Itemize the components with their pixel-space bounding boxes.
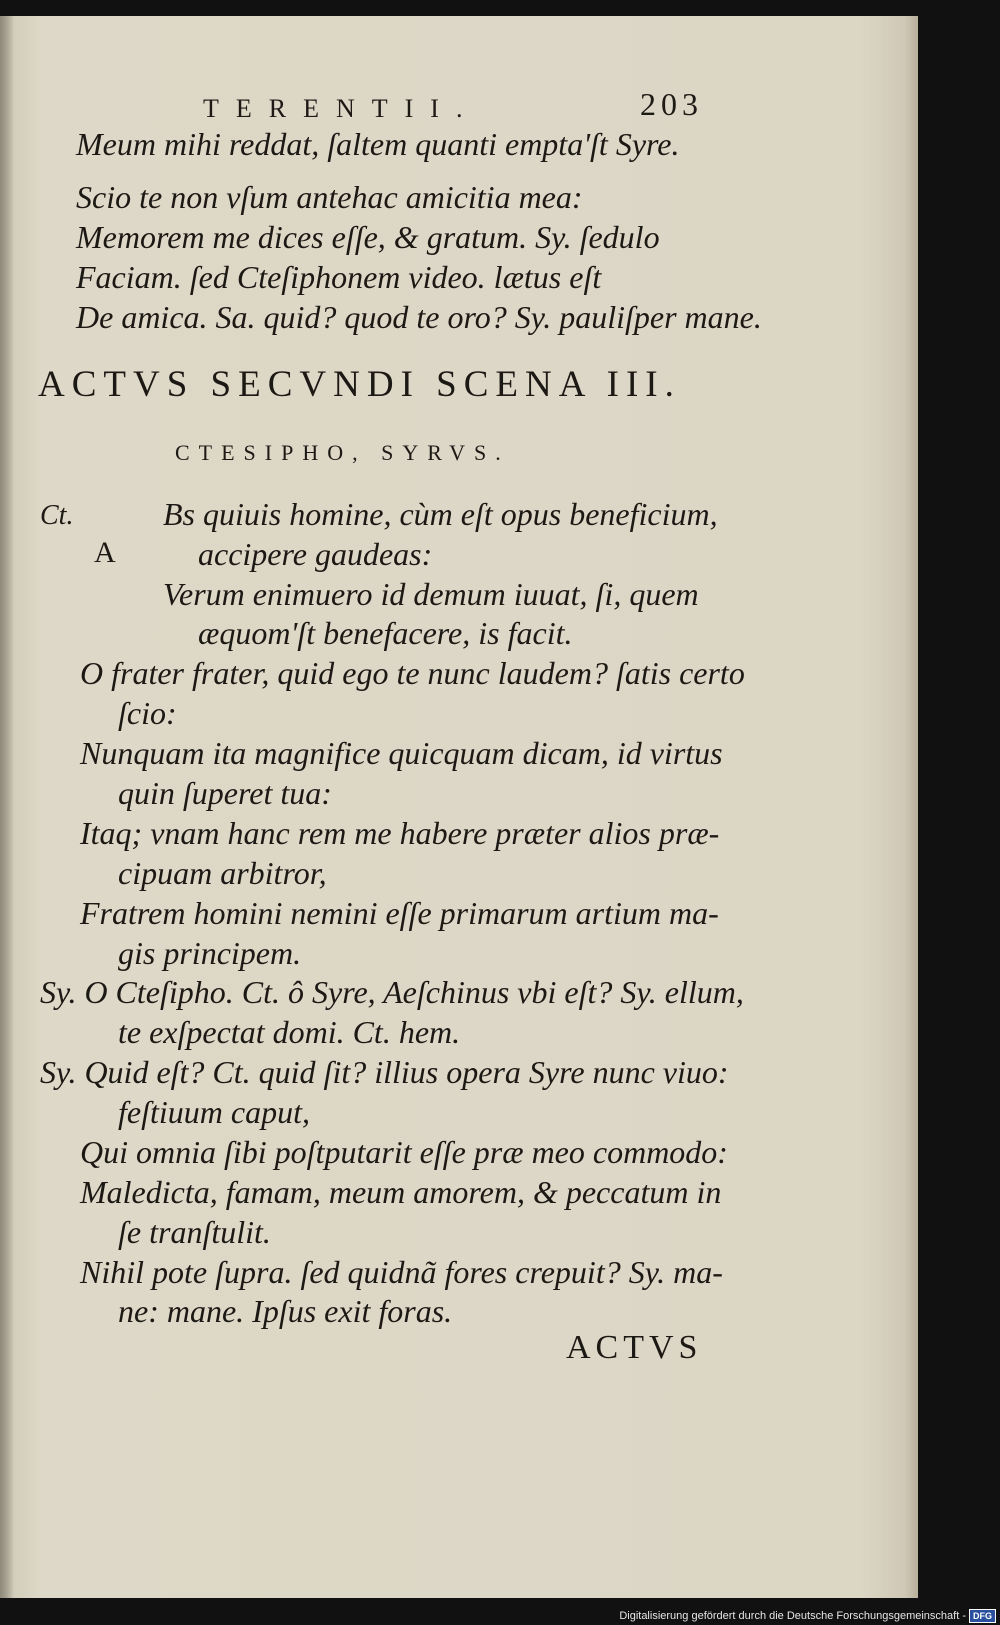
dramatis-personae: CTESIPHO, SYRVS. <box>175 440 510 465</box>
verse-line: Memorem me dices eſſe, & gratum. Sy. ſedulo <box>76 219 660 255</box>
drop-initial: A <box>94 536 116 569</box>
scene-heading: ACTVS SECVNDI SCENA III. <box>38 364 681 405</box>
verse-line: Faciam. ſed Cteſiphonem video. lætus eſt <box>76 259 602 295</box>
verse-line: De amica. Sa. quid? quod te oro? Sy. pauliſper mane. <box>76 299 762 335</box>
verse-line: te exſpectat domi. Ct. hem. <box>118 1014 461 1050</box>
verse-line: Verum enimuero id demum iuuat, ſi, quem <box>163 576 699 612</box>
book-page <box>0 16 918 1598</box>
verse-line: Bs quiuis homine, cùm eſt opus beneficium, <box>163 496 718 532</box>
catchword: ACTVS <box>566 1329 703 1366</box>
page-number: 203 <box>640 86 703 122</box>
verse-line: Sy. Quid eſt? Ct. quid ſit? illius opera Syre nunc viuo: <box>40 1054 729 1090</box>
running-title: TERENTII. <box>203 94 480 123</box>
verse-line: Qui omnia ſibi poſtputarit eſſe præ meo commodo: <box>80 1134 728 1170</box>
verse-line: Itaq; vnam hanc rem me habere præter alios præ- <box>80 815 720 851</box>
verse-line: feſtiuum caput, <box>118 1094 310 1130</box>
verse-line: ne: mane. Ipſus exit foras. <box>118 1293 453 1329</box>
verse-line: cipuam arbitror, <box>118 855 327 891</box>
verse-line: æquom'ſt benefacere, is facit. <box>198 615 573 651</box>
verse-line: O frater frater, quid ego te nunc laudem? ſatis certo <box>80 655 745 691</box>
verse-line: Meum mihi reddat, ſaltem quanti empta'ſt Syre. <box>76 126 680 162</box>
speaker-label: Ct. <box>40 500 74 531</box>
credit-text: Digitalisierung gefördert durch die Deutsche Forschungsgemeinschaft - <box>619 1610 966 1622</box>
verse-line: Sy. O Cteſipho. Ct. ô Syre, Aeſchinus vbi eſt? Sy. ellum, <box>40 974 744 1010</box>
verse-line: Fratrem homini nemini eſſe primarum artium ma- <box>80 895 719 931</box>
verse-line: accipere gaudeas: <box>198 536 433 572</box>
verse-line: Scio te non vſum antehac amicitia mea: <box>76 179 583 215</box>
verse-line: quin ſuperet tua: <box>118 775 332 811</box>
dfg-logo: DFG <box>969 1609 996 1623</box>
gutter-shadow <box>0 16 14 1598</box>
verse-line: ſcio: <box>118 695 177 731</box>
verse-line: gis principem. <box>118 935 302 971</box>
digitization-credit <box>619 1609 996 1623</box>
verse-line: Nunquam ita magnifice quicquam dicam, id virtus <box>80 735 723 771</box>
verse-line: Maledicta, famam, meum amorem, & peccatum in <box>80 1174 722 1210</box>
verse-line: ſe tranſtulit. <box>118 1214 271 1250</box>
page-header <box>0 82 918 122</box>
verse-line: Nihil pote ſupra. ſed quidnã fores crepuit? Sy. ma- <box>80 1254 723 1290</box>
